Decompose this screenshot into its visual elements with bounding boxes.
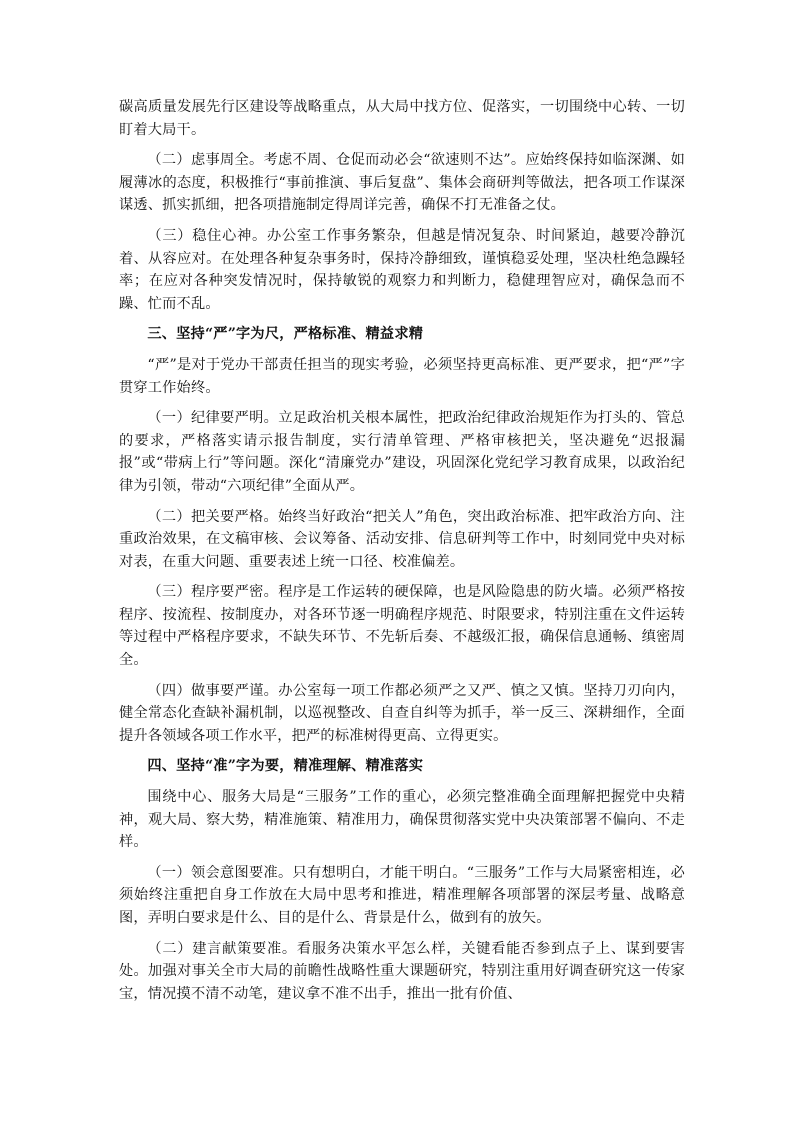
paragraph: （二）建言献策要准。看服务决策水平怎么样，关键看能否参到点子上、谋到要害处。加强对事关全市大局的前瞻性战略性重大课题研究，特别注重用好调查研究这一传家宝，情况摸不清不动笔，建议拿不准不出手，推出一批有价值、	[119, 940, 685, 1002]
paragraph: “严”是对于党办干部责任担当的现实考验，必须坚持更高标准、更严要求，把“严”字贯穿工作始终。	[119, 356, 685, 396]
paragraph: （三）程序要严密。程序是工作运转的硬保障，也是风险隐患的防火墙。必须严格按程序、按流程、按制度办，对各环节逐一明确程序规范、时限要求，特别注重在文件运转等过程中严格程序要求，不缺失环节、不先斩后奏、不越级汇报，确保信息通畅、缜密周全。	[119, 584, 685, 669]
paragraph: （四）做事要严谨。办公室每一项工作都必须严之又严、慎之又慎。坚持刀刃向内，健全常态化查缺补漏机制，以巡视整改、自查自纠等为抓手，举一反三、深耕细作，全面提升各领域各项工作水平，把严的标准树得更高、立得更实。	[119, 682, 685, 744]
paragraph: （二）把关要严格。始终当好政治“把关人”角色，突出政治标准、把牢政治方向、注重政治效果，在文稿审核、会议筹备、活动安排、信息研判等工作中，时刻同党中央对标对表，在重大问题、重要表述上统一口径、校准偏差。	[119, 508, 685, 570]
paragraph: 围绕中心、服务大局是“三服务”工作的重心，必须完整准确全面理解把握党中央精神，观大局、察大势，精准施策、精准用力，确保贯彻落实党中央决策部署不偏向、不走样。	[119, 789, 685, 851]
document-page	[119, 96, 685, 1005]
paragraph: （一）纪律要严明。立足政治机关根本属性，把政治纪律政治规矩作为打头的、管总的要求，严格落实请示报告制度，实行清单管理、严格审核把关，坚决避免“迟报漏报”或“带病上行”等问题。深化“清廉党办”建设，巩固深化党纪学习教育成果，以政治纪律为引领，带动“六项纪律”全面从严。	[119, 410, 685, 494]
section-heading: 四、坚持“准”字为要，精准理解、精准落实	[147, 758, 424, 775]
paragraph: （三）稳住心神。办公室工作事务繁杂，但越是情况复杂、时间紧迫，越要冷静沉着、从容应对。在处理各种复杂事务时，保持冷静细致，谨慎稳妥处理，坚决杜绝急躁轻率；在应对各种突发情况时，保持敏锐的观察力和判断力，稳健理智应对，确保急而不躁、忙而不乱。	[119, 227, 685, 312]
paragraph: 碳高质量发展先行区建设等战略重点，从大局中找方位、促落实，一切围绕中心转、一切盯着大局干。	[119, 99, 685, 138]
paragraph: （二）虑事周全。考虑不周、仓促而动必会“欲速则不达”。应始终保持如临深渊、如履薄冰的态度，积极推行“事前推演、事后复盘”、集体会商研判等做法，把各项工作谋深谋透、抓实抓细，把各项措施制定得周详完善，确保不打无准备之仗。	[119, 152, 685, 214]
paragraph: （一）领会意图要准。只有想明白，才能干明白。“三服务”工作与大局紧密相连，必须始终注重把自身工作放在大局中思考和推进，精准理解各项部署的深层考量、战略意图，弄明白要求是什么、目的是什么、背景是什么，做到有的放矢。	[119, 864, 685, 926]
section-heading: 三、坚持“严”字为尺，严格标准、精益求精	[147, 326, 424, 343]
